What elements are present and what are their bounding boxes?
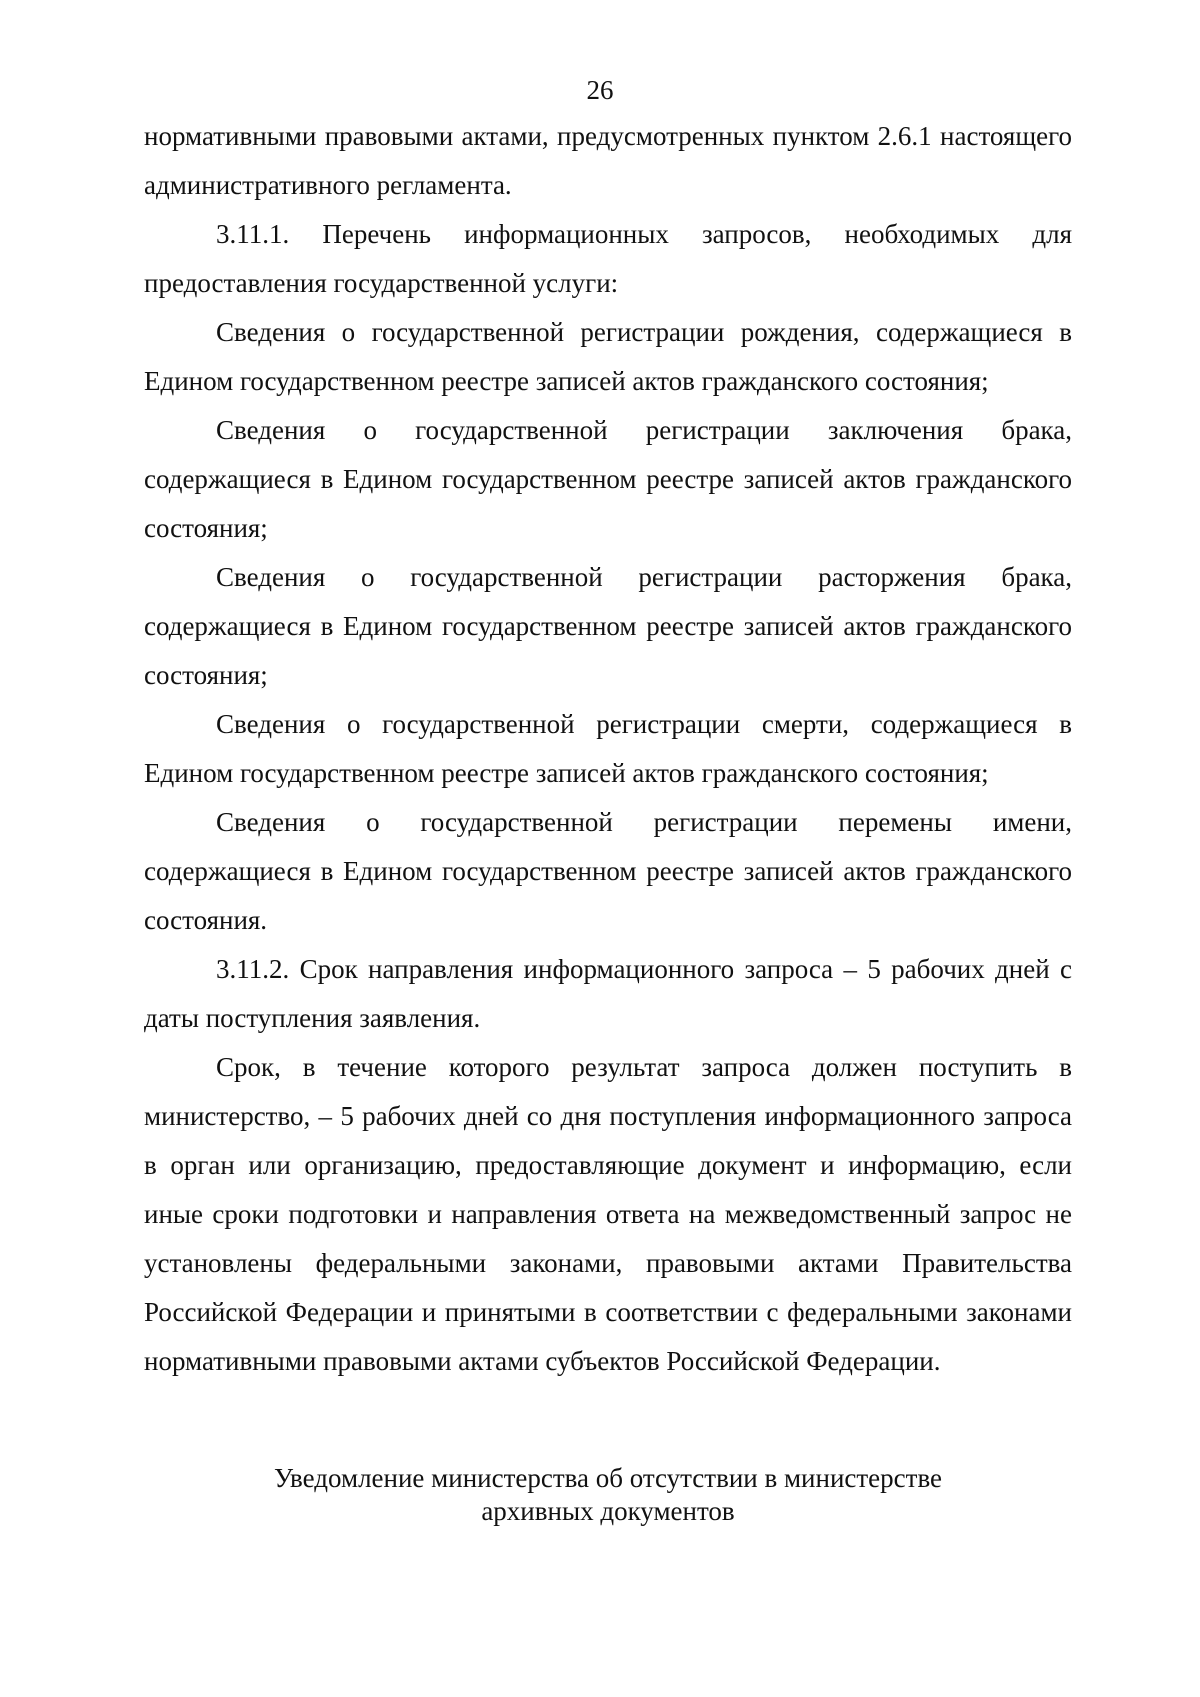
paragraph-death-registration: Сведения о государственной регистрации смерти, содержащиеся в Едином государственном реестре записей актов гражданского состояния; <box>144 709 1072 788</box>
paragraph-divorce-registration: Сведения о государственной регистрации расторжения брака, содержащиеся в Едином государственном реестре записей актов гражданского состояния; <box>144 562 1072 690</box>
paragraph-birth-registration: Сведения о государственной регистрации рождения, содержащиеся в Едином государственном реестре записей актов гражданского состояния; <box>144 317 1072 396</box>
paragraph-marriage-registration: Сведения о государственной регистрации заключения брака, содержащиеся в Едином государственном реестре записей актов гражданского состояния; <box>144 415 1072 543</box>
paragraph-response-deadline: Срок, в течение которого результат запроса должен поступить в министерство, – 5 рабочих дней со дня поступления информационного запроса в орган или организацию, предоставляющие документ и информацию, если иные сроки подготовки и направления ответа на межведомственный запрос не установлены федеральными законами, правовыми актами Правительства Российской Федерации и принятыми в соответствии с федеральными законами нормативными правовыми актами субъектов Российской Федерации. <box>144 1052 1072 1376</box>
section-heading-line-2: архивных документов <box>481 1496 735 1526</box>
paragraph-name-change-registration: Сведения о государственной регистрации перемены имени, содержащиеся в Едином государственном реестре записей актов гражданского состояния. <box>144 807 1072 935</box>
paragraph-3-11-1: 3.11.1. Перечень информационных запросов, необходимых для предоставления государственной услуги: <box>144 219 1072 298</box>
paragraph-3-11-2: 3.11.2. Срок направления информационного запроса – 5 рабочих дней с даты поступления заявления. <box>144 954 1072 1033</box>
section-heading-line-1: Уведомление министерства об отсутствии в министерстве <box>273 1463 943 1493</box>
document-body <box>144 112 1072 1386</box>
section-heading <box>144 1462 1072 1528</box>
page-number: 26 <box>586 75 614 105</box>
paragraph-continuation: нормативными правовыми актами, предусмотренных пунктом 2.6.1 настоящего административного регламента. <box>144 121 1072 200</box>
